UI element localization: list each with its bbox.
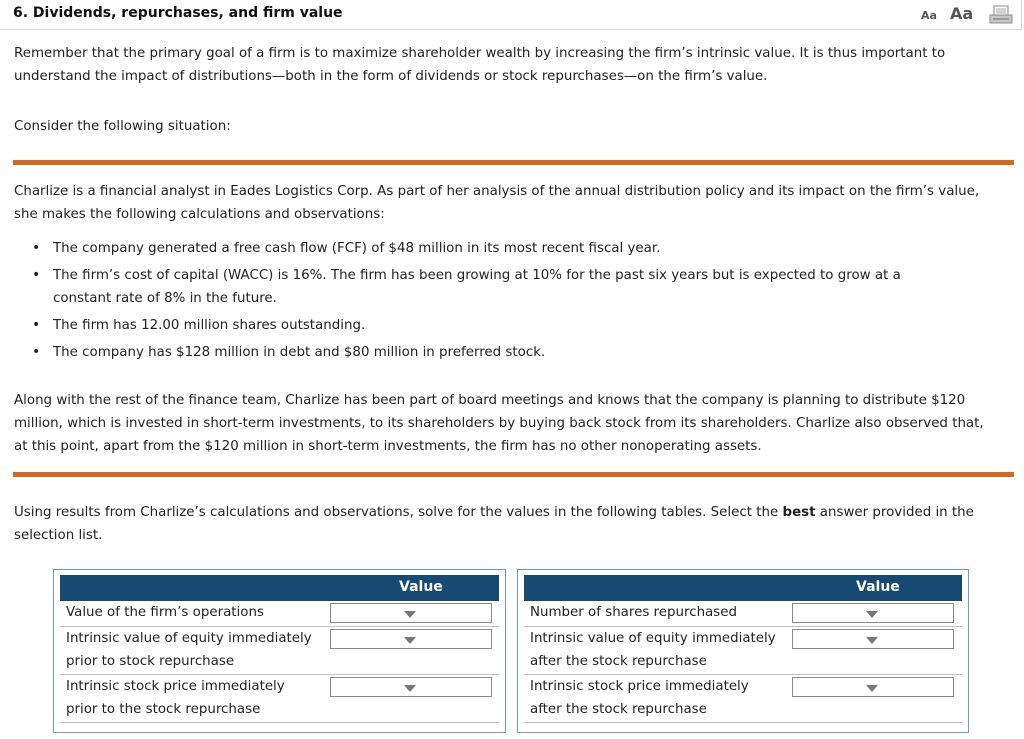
- intro-paragraph: Remember that the primary goal of a firm is to maximize shareholder wealth by increasing the firm’s intrinsic value. It is thus important to understand the impact of distributions—both in the form of dividends or stock repurchases—on the firm’s value.: [14, 46, 946, 84]
- operations-value-dropdown[interactable]: [330, 603, 492, 623]
- instructions-text: Using results from Charlize’s calculations and observations, solve for the values in the following tables. Select the best answer provided in the selection list.: [14, 505, 974, 543]
- table-header: [60, 575, 499, 601]
- list-item: • The company has $128 million in debt and $80 million in preferred stock.: [14, 341, 974, 364]
- table-row: [60, 601, 499, 627]
- chevron-down-icon: [404, 611, 416, 618]
- row-label: Intrinsic value of equity immediately after the stock repurchase: [530, 631, 776, 669]
- table-row: [60, 675, 499, 723]
- answer-table-right: [517, 569, 969, 733]
- row-label: Intrinsic stock price immediately after the stock repurchase: [530, 679, 749, 717]
- chevron-down-icon: [866, 685, 878, 692]
- row-label: Intrinsic stock price immediately prior to the stock repurchase: [66, 679, 285, 717]
- row-label: Value of the firm’s operations: [66, 605, 264, 620]
- chevron-down-icon: [866, 611, 878, 618]
- question-title: 6. Dividends, repurchases, and firm value: [13, 5, 343, 21]
- table-row: [524, 601, 962, 627]
- row-label: Intrinsic value of equity immediately prior to stock repurchase: [66, 631, 312, 669]
- list-item: • The company generated a free cash flow (FCF) of $48 million in its most recent fiscal year.: [14, 237, 974, 260]
- scenario-intro: Charlize is a financial analyst in Eades Logistics Corp. As part of her analysis of the annual distribution policy and its impact on the firm’s value, she makes the following calculations and observations:: [14, 184, 980, 222]
- value-column-header: Value: [399, 579, 443, 595]
- equity-value-after-dropdown[interactable]: [792, 629, 954, 649]
- increase-font-button[interactable]: Aa: [950, 4, 974, 23]
- print-icon[interactable]: [988, 5, 1014, 25]
- table-row: [60, 627, 499, 675]
- section-divider-bottom: [13, 472, 1014, 477]
- chevron-down-icon: [866, 637, 878, 644]
- buyback-paragraph: Along with the rest of the finance team, Charlize has been part of board meetings and knows that the company is planning to distribute $120 million, which is invested in short-term investments, to its shareholders by buying back stock from its shareholders. Charlize also observed that, at this point, apart from the $120 million in short-term investments, the firm has no other nonoperating assets.: [14, 393, 984, 454]
- table-row: [524, 627, 962, 675]
- chevron-down-icon: [404, 637, 416, 644]
- stock-price-before-dropdown[interactable]: [330, 677, 492, 697]
- list-item: • The firm has 12.00 million shares outstanding.: [14, 314, 974, 337]
- value-column-header: Value: [856, 579, 900, 595]
- observations-list: [14, 237, 974, 368]
- answer-table-left: [53, 569, 506, 733]
- shares-repurchased-dropdown[interactable]: [792, 603, 954, 623]
- stock-price-after-dropdown[interactable]: [792, 677, 954, 697]
- table-header: [524, 575, 962, 601]
- section-divider-top: [13, 160, 1014, 165]
- chevron-down-icon: [404, 685, 416, 692]
- equity-value-before-dropdown[interactable]: [330, 629, 492, 649]
- row-label: Number of shares repurchased: [530, 605, 737, 620]
- consider-text: Consider the following situation:: [14, 119, 231, 134]
- list-item: • The firm’s cost of capital (WACC) is 16%. The firm has been growing at 10% for the past six years but is expected to grow at a constant rate of 8% in the future.: [14, 264, 933, 310]
- question-header: [0, 0, 1022, 30]
- decrease-font-button[interactable]: Aa: [921, 9, 937, 22]
- table-row: [524, 675, 962, 723]
